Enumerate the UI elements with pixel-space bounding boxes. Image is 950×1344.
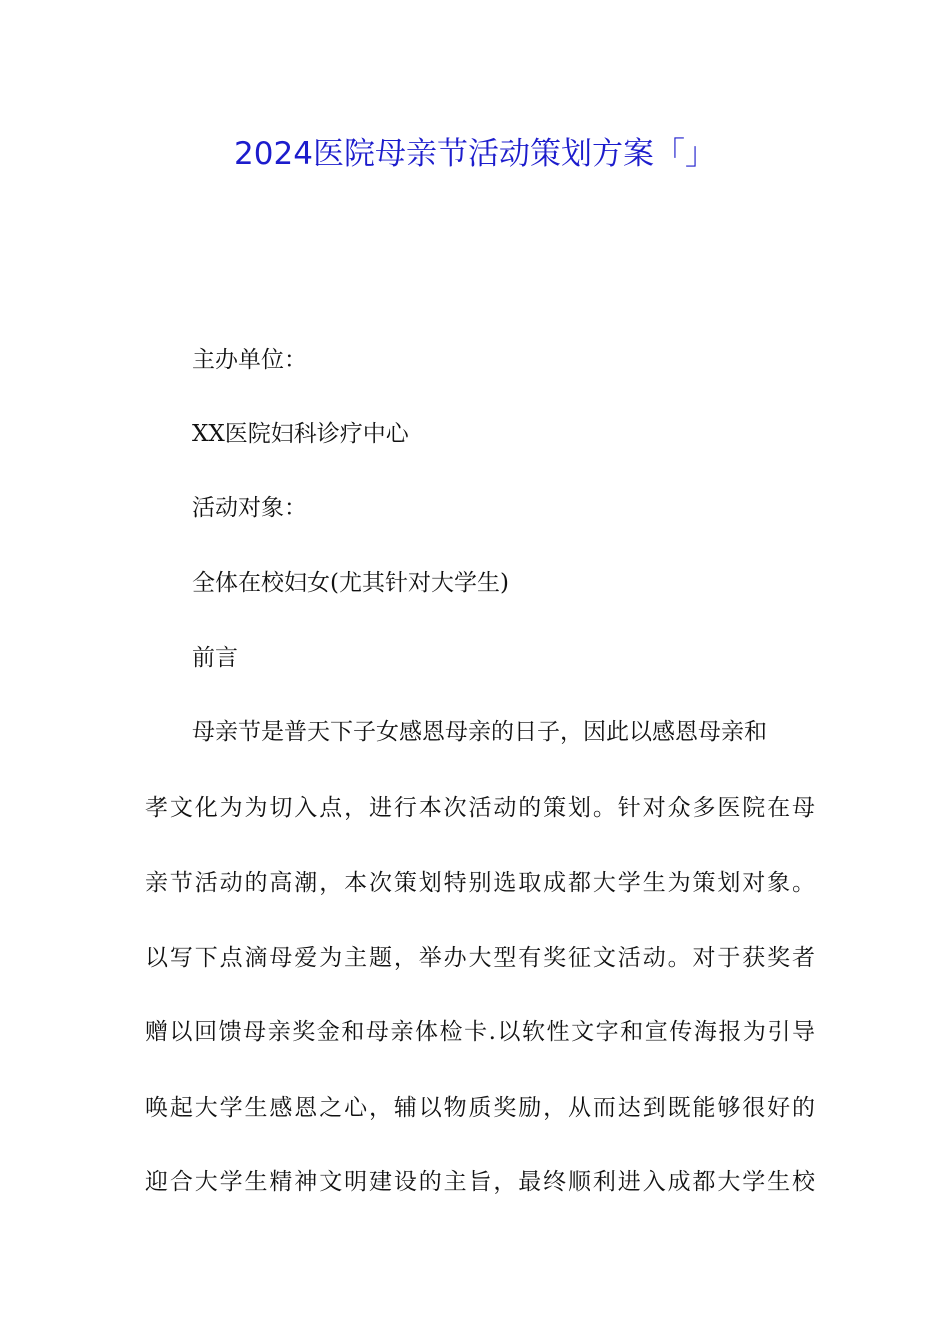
document-title: 2024医院母亲节活动策划方案「」: [234, 136, 716, 172]
paragraph-line: 母亲节是普天下子女感恩母亲的日子，因此以感恩母亲和: [192, 719, 767, 745]
audience-value: 全体在校妇女(尤其针对大学生): [192, 570, 509, 596]
audience-label: 活动对象：: [192, 495, 307, 521]
preface-heading: 前言: [192, 645, 238, 671]
paragraph-line: 唤起大学生感恩之心，辅以物质奖励，从而达到既能够很好的: [145, 1095, 815, 1121]
paragraph-line: 亲节活动的高潮，本次策划特别选取成都大学生为策划对象。: [145, 870, 815, 896]
paragraph-line: 孝文化为为切入点，进行本次活动的策划。针对众多医院在母: [145, 795, 815, 821]
paragraph-line: 赠以回馈母亲奖金和母亲体检卡.以软性文字和宣传海报为引导: [145, 1019, 815, 1045]
paragraph-line: 以写下点滴母爱为主题，举办大型有奖征文活动。对于获奖者: [145, 945, 815, 971]
organizer-label: 主办单位：: [192, 347, 307, 373]
organizer-value: XX医院妇科诊疗中心: [192, 421, 409, 447]
paragraph-line: 迎合大学生精神文明建设的主旨，最终顺利进入成都大学生校: [145, 1169, 815, 1195]
